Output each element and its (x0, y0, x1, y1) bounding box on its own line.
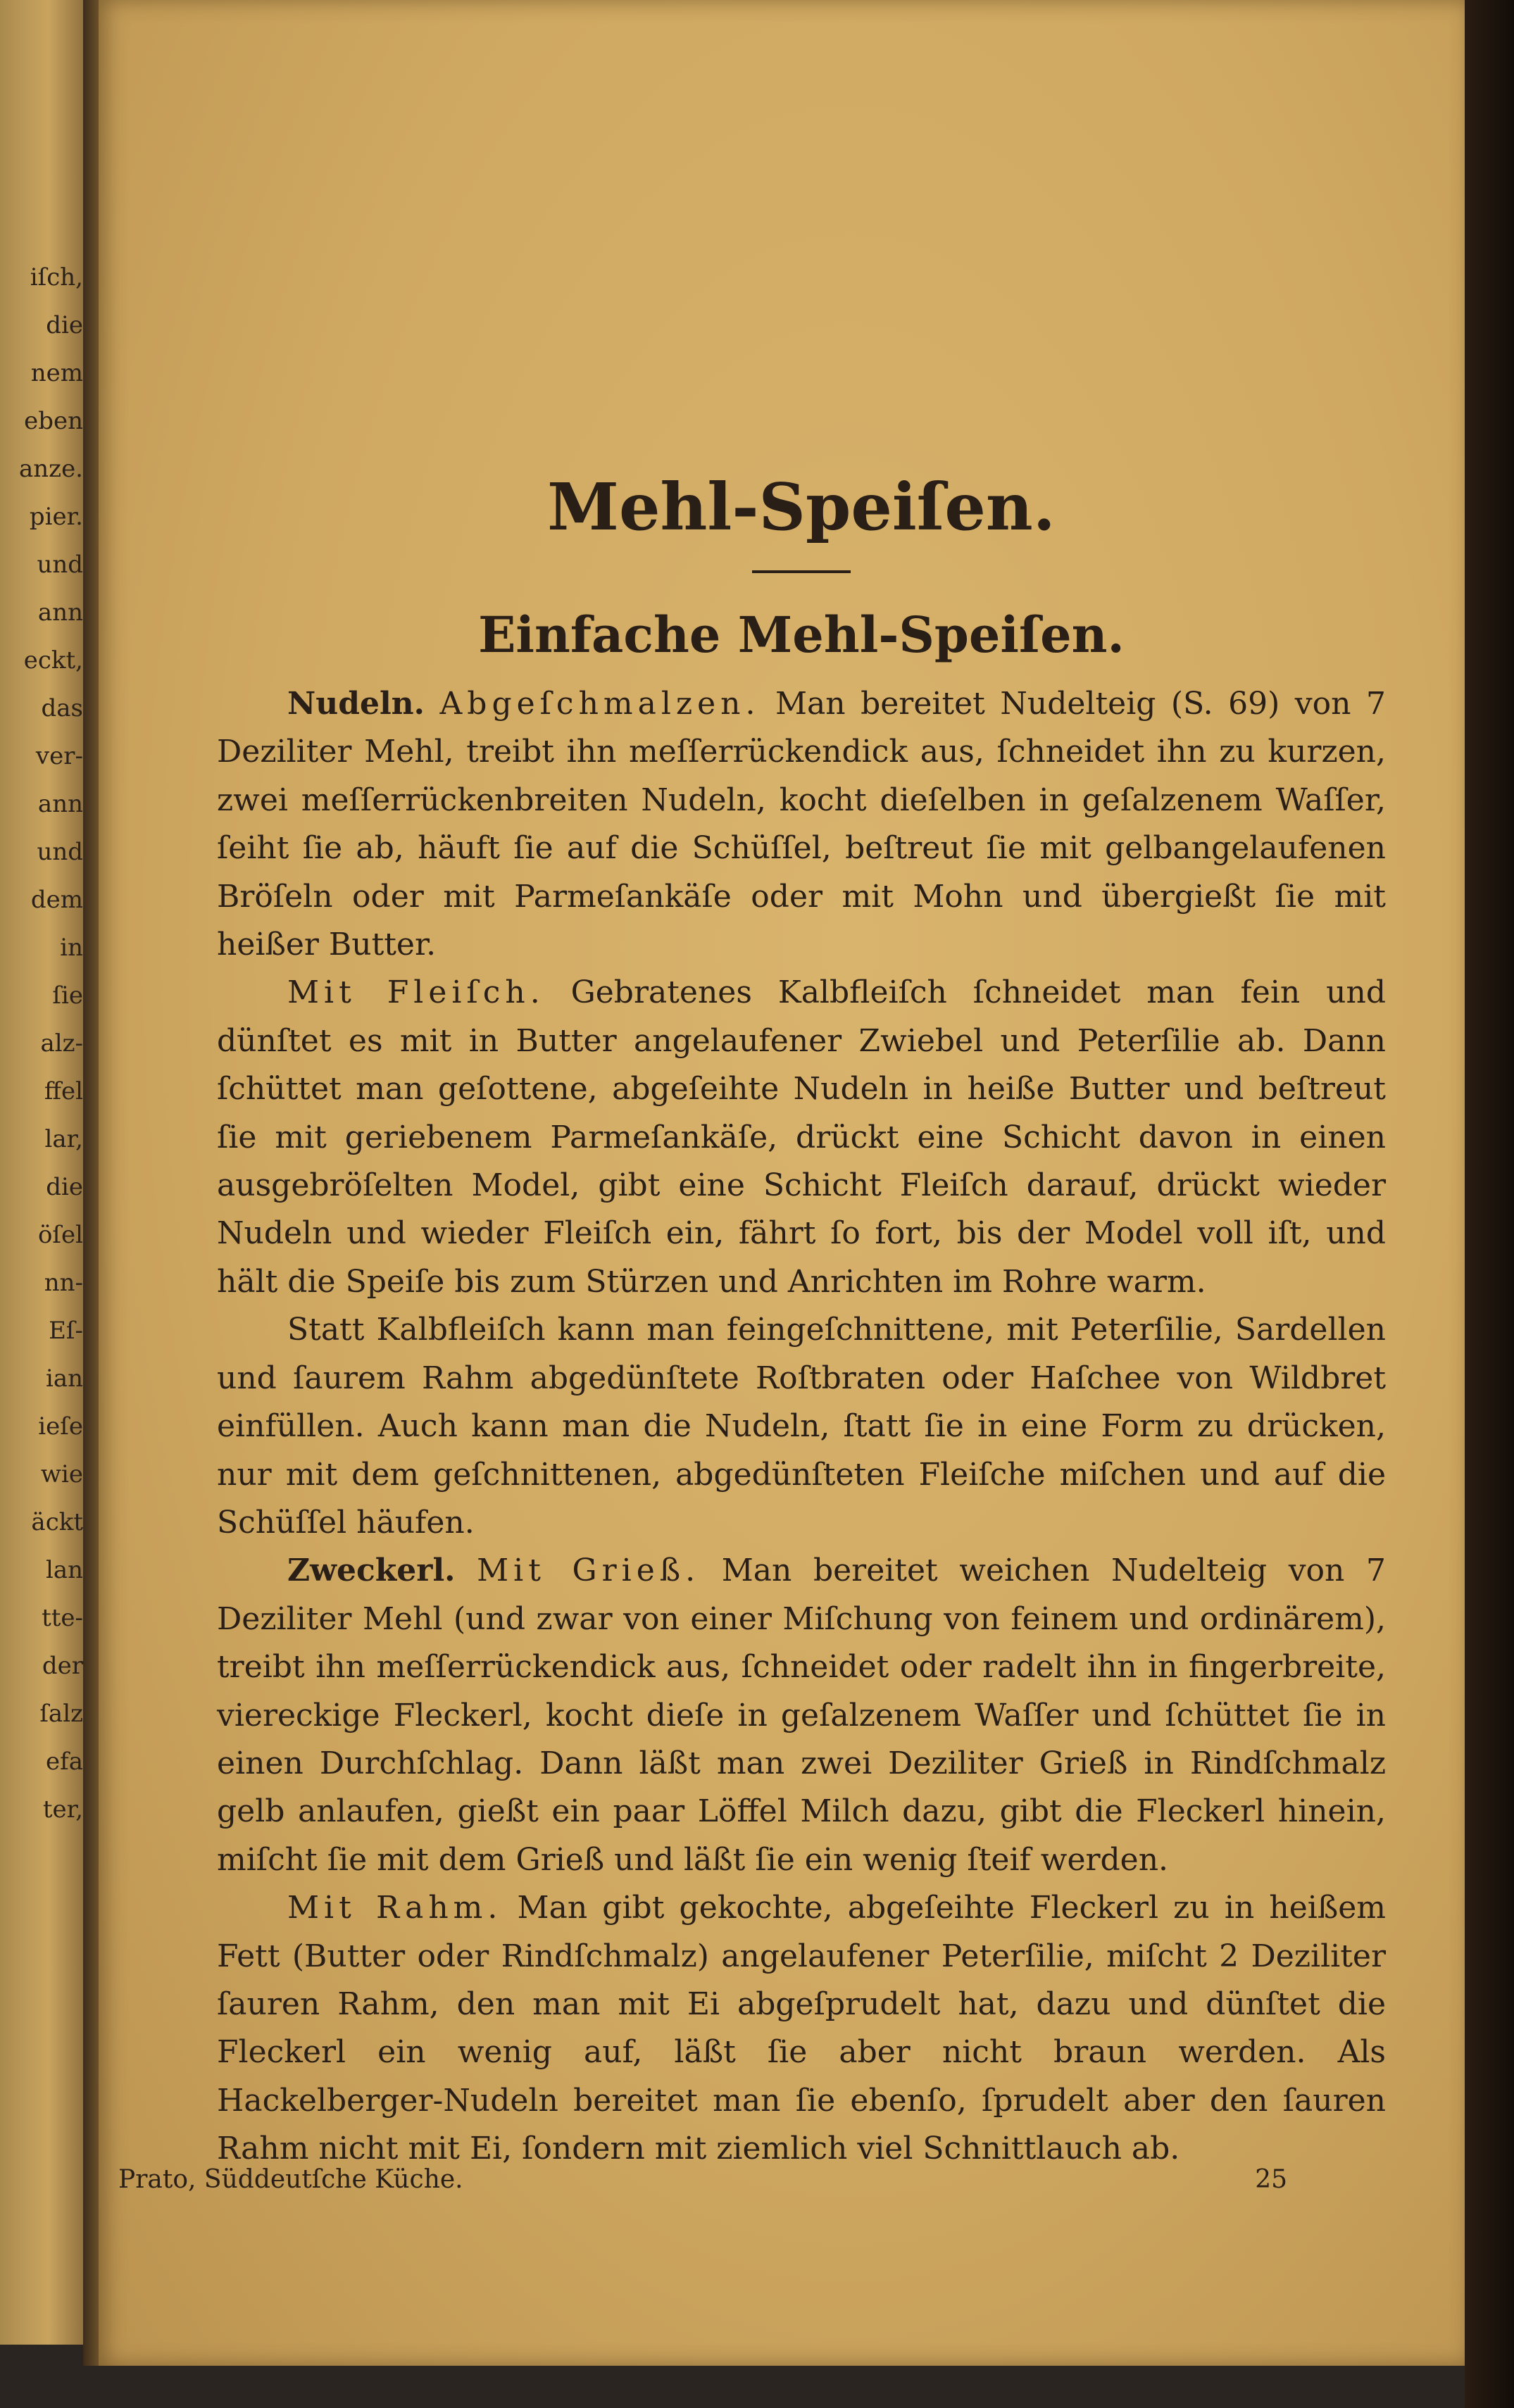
left-margin-line: lan (45, 1556, 83, 1584)
left-margin-line: ver- (35, 742, 83, 770)
recipe-text: Gebratenes Kalbfleiſch ſchneidet man fein und dünſtet es mit in Butter angelaufener Zwiebel und Peterſilie ab. Dann ſchüttet man geſottene, abgeſeihte Nudeln in heiße Butter und beſtreut ſie mit geriebenem Parmeſankäſe, drückt eine Schicht davon in einen ausgebröſelten Model, gibt eine Schicht Fleiſch darauf, drückt wieder Nudeln und wieder Fleiſch ein, fährt ſo fort, bis der Model voll iſt, und hält die Speiſe bis zum Stürzen und Anrichten im Rohre warm. (217, 974, 1386, 1300)
left-margin-line: und (37, 551, 83, 579)
left-margin-line: ffel (44, 1077, 83, 1105)
left-margin-line: eben (24, 407, 83, 435)
section-subtitle: Einfache Mehl-Speiſen. (478, 606, 1125, 664)
title-divider (752, 570, 851, 573)
left-margin-line: ann (37, 598, 83, 627)
recipe-paragraph (217, 1884, 1386, 2173)
left-margin-line: dem (30, 886, 83, 914)
page-footer (118, 2165, 1287, 2207)
page-title: Mehl-Speiſen. (547, 469, 1056, 545)
left-margin-line: nem (30, 359, 83, 387)
page-number: 25 (1255, 2165, 1287, 2194)
recipe-text: Man gibt gekochte, abgeſeihte Fleckerl zu in heißem Fett (Butter oder Rindſchmalz) angelaufener Peterſilie, miſcht 2 Deziliter ſauren Rahm, den man mit Ei abgeſprudelt hat, dazu und dünſtet die Fleckerl ein wenig auf, läßt ſie aber nicht braun werden. Als Hackelberger-Nudeln bereitet man ſie ebenſo, ſprudelt aber den ſauren Rahm nicht mit Ei, ſondern mit ziemlich viel Schnittlauch ab. (217, 1890, 1386, 2167)
recipe-paragraph (217, 680, 1386, 969)
recipe-variant: Mit Rahm. (287, 1890, 503, 1926)
recipe-text: Statt Kalbfleiſch kann man feingeſchnittene, mit Peterſilie, Sardellen und ſaurem Rahm abgedünſtete Roſtbraten oder Haſchee von Wildbret einfüllen. Auch kann man die Nudeln, ſtatt ſie in eine Form zu drücken, nur mit dem geſchnittenen, abgedünſteten Fleiſche miſchen und auf die Schüſſel häufen. (217, 1312, 1386, 1541)
recipe-text: Man bereitet Nudelteig (S. 69) von 7 Deziliter Mehl, treibt ihn meſſerrückendick aus, ſchneidet ihn zu kurzen, zwei meſſerrückenbreiten Nudeln, kocht dieſelben in geſalzenem Waſſer, ſeiht ſie ab, häuft ſie auf die Schüſſel, beſtreut ſie mit gelbangelaufenen Bröſeln oder mit Parmeſankäſe oder mit Mohn und übergießt ſie mit heißer Butter. (217, 686, 1386, 963)
left-margin-line: Eſ- (49, 1317, 83, 1345)
left-margin-line: ian (45, 1365, 83, 1393)
page-right-edge (1465, 0, 1514, 2408)
left-margin-line: anze. (18, 455, 83, 483)
recipe-paragraph (217, 969, 1386, 1306)
left-margin-line: wie (40, 1460, 83, 1488)
recipe-heading: Zweckerl. (287, 1553, 456, 1589)
recipe-paragraph (217, 1547, 1386, 1884)
recipe-heading: Nudeln. (287, 686, 425, 722)
left-margin-line: ſalz (39, 1700, 83, 1728)
recipe-variant: Mit Fleiſch. (287, 974, 545, 1011)
left-margin-line: ter, (42, 1795, 83, 1824)
left-margin-line: efa (46, 1748, 83, 1776)
left-margin-line: alz- (40, 1029, 83, 1058)
recipe-text: Man bereitet weichen Nudelteig von 7 Deziliter Mehl (und zwar von einer Miſchung von feinem und ordinärem), treibt ihn meſſerrückendick aus, ſchneidet oder radelt ihn in fingerbreite, viereckige Fleckerl, kocht dieſe in geſalzenem Waſſer und ſchüttet ſie in einen Durchſchlag. Dann läßt man zwei Deziliter Grieß in Rindſchmalz gelb anlaufen, gießt ein paar Löffel Milch dazu, gibt die Fleckerl hinein, miſcht ſie mit dem Grieß und läßt ſie ein wenig ſteif werden. (217, 1553, 1386, 1878)
footer-source: Prato, Süddeutſche Küche. (118, 2165, 463, 2194)
book-page (99, 0, 1465, 2366)
recipe-paragraph (217, 1306, 1386, 1547)
left-margin-line: der (42, 1652, 83, 1680)
left-margin-line: tte- (42, 1604, 83, 1632)
left-margin-line: öſel (37, 1221, 83, 1249)
left-page-edge (0, 0, 88, 2345)
left-margin-line: eckt, (23, 646, 83, 675)
page-content (217, 465, 1386, 2174)
left-page-margin-text (6, 253, 83, 1833)
left-margin-line: in (60, 934, 83, 962)
left-margin-line: die (46, 1173, 83, 1201)
left-margin-line: die (46, 311, 83, 339)
left-margin-line: das (41, 694, 83, 722)
left-margin-line: lar, (44, 1125, 83, 1153)
left-margin-line: nn- (44, 1269, 83, 1297)
recipe-variant: Abgeſchmalzen. (439, 686, 761, 722)
left-margin-line: ann (37, 790, 83, 818)
recipe-variant: Mit Grieß. (477, 1553, 701, 1589)
left-margin-line: ſie (52, 982, 83, 1010)
left-margin-line: äckt (31, 1508, 83, 1536)
left-margin-line: ieſe (38, 1412, 83, 1441)
left-margin-line: und (37, 838, 83, 866)
left-margin-line: iſch, (30, 263, 83, 291)
left-margin-line: pier. (29, 503, 83, 531)
